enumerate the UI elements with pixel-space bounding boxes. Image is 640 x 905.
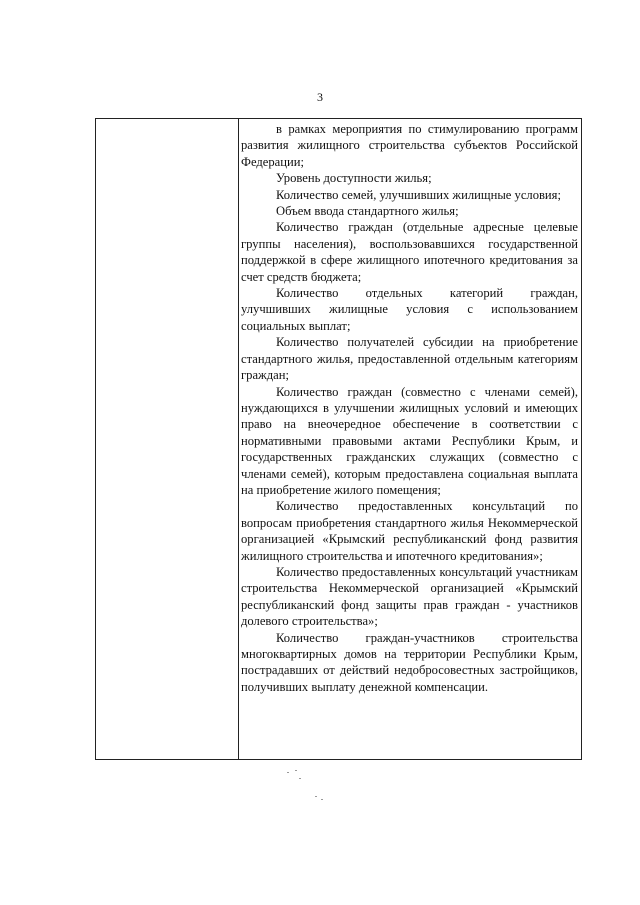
- paragraph-4: Объем ввода стандартного жилья;: [276, 204, 459, 219]
- paragraph-3: Количество семей, улучшивших жилищные условия;: [276, 187, 561, 202]
- paragraph-6: Количество отдельных категорий граждан, улучшивших жилищные условия с использованием социальных выплат;: [241, 286, 578, 333]
- paragraph-9: Количество предоставленных консультаций по вопросам приобретения стандартного жилья Некоммерческой организацией «Крымский республиканский фонд развития жилищного строительства и ипотечного кредитования»;: [241, 499, 578, 563]
- document-table: [95, 118, 582, 760]
- scan-speck: [299, 778, 301, 779]
- page-number: 3: [317, 90, 323, 104]
- paragraph-10: Количество предоставленных консультаций участникам строительства Некоммерческой организацией «Крымский республиканский фонд защиты прав граждан - участников долевого строительства»;: [241, 564, 578, 629]
- scan-speck: [315, 796, 317, 797]
- paragraph-8: Количество граждан (совместно с членами семей), нуждающихся в улучшении жилищных условий и имеющих право на внеочередное обеспечение в соответствии с нормативными правовыми актами Республики Крым, и государственных гражданских служащих (совместно с членами семей), которым предоставлена социальная выплата на приобретение жилого помещения;: [241, 384, 578, 497]
- paragraph-7: Количество получателей субсидии на приобретение стандартного жилья, предоставленной отдельным категориям граждан;: [241, 335, 578, 383]
- scan-speck: [287, 772, 289, 773]
- table-left-cell: [96, 119, 239, 759]
- scan-speck: [321, 799, 323, 800]
- paragraph-2: Уровень доступности жилья;: [276, 171, 432, 186]
- table-right-cell: [240, 119, 581, 759]
- scan-speck: [295, 770, 297, 771]
- paragraph-5: Количество граждан (отдельные адресные целевые группы населения), воспользовавшихся государственной поддержкой в сфере жилищного ипотечного кредитования за счет средств бюджета;: [241, 220, 578, 284]
- scan-specks: [285, 768, 345, 808]
- paragraph-1: в рамках мероприятия по стимулированию программ развития жилищного строительства субъектов Российской Федерации;: [241, 122, 578, 169]
- paragraph-11: Количество граждан-участников строительства многоквартирных домов на территории Республики Крым, пострадавших от действий недобросовестных застройщиков, получивших выплату денежной компенсации.: [241, 630, 578, 694]
